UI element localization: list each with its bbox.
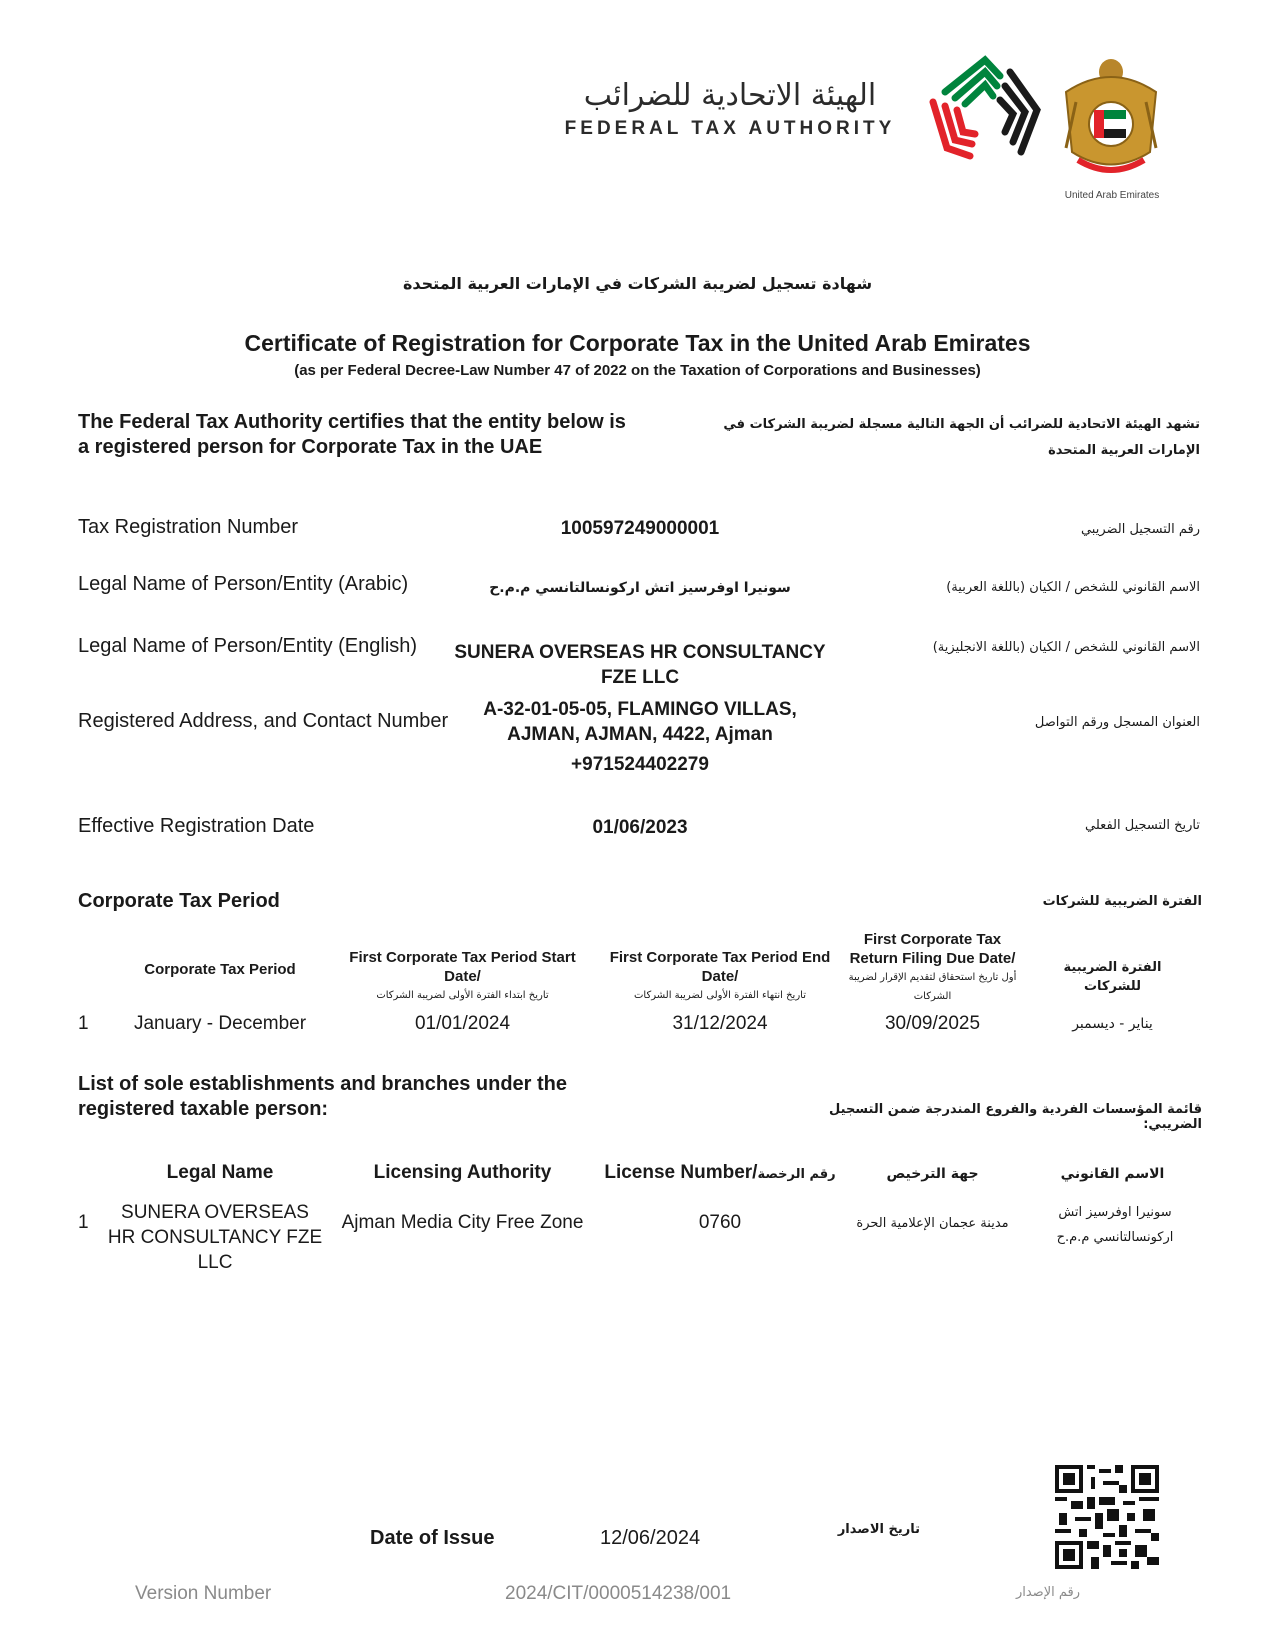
period-row-period: January - December bbox=[133, 1013, 307, 1034]
th-due-date bbox=[840, 930, 1025, 1006]
period-row-period-ar: يناير - ديسمبر bbox=[1072, 1016, 1153, 1032]
legal-name-english-line1: SUNERA OVERSEAS HR CONSULTANCY bbox=[454, 642, 826, 663]
legal-name-arabic-label: Legal Name of Person/Entity (Arabic) bbox=[78, 573, 409, 595]
th-end-date-ar: تاريخ انتهاء الفترة الأولى لضريبة الشركات bbox=[634, 990, 806, 1001]
effective-date-label-ar: تاريخ التسجيل الفعلي bbox=[1085, 818, 1200, 833]
address-label: Registered Address, and Contact Number bbox=[78, 710, 449, 732]
legal-name-arabic-value: سونيرا اوفرسيز اتش اركونسالتانسي م.م.ح bbox=[489, 580, 791, 596]
branch-row-license: 0760 bbox=[698, 1212, 742, 1233]
tax-period-section-title-ar: الفترة الضريبية للشركات bbox=[1042, 894, 1202, 909]
legal-name-english-label-ar: الاسم القانوني للشخص / الكيان (باللغة الانجليزية) bbox=[932, 640, 1200, 655]
th-license-number-ar: رقم الرخصة bbox=[757, 1167, 836, 1182]
th-license-number-en: License Number/ bbox=[604, 1162, 758, 1183]
th-licensing-authority-ar: جهة الترخيص bbox=[886, 1166, 979, 1182]
trn-label: Tax Registration Number bbox=[78, 516, 299, 538]
certifies-statement-english: The Federal Tax Authority certifies that the entity below is a registered person for Corporate Tax in the UAE bbox=[78, 411, 626, 458]
version-number-value: 2024/CIT/0000514238/001 bbox=[505, 1583, 732, 1604]
th-start-date bbox=[340, 948, 585, 1005]
fta-name-english: FEDERAL TAX AUTHORITY bbox=[564, 118, 896, 139]
th-due-date-en: First Corporate Tax Return Filing Due Date/ bbox=[849, 931, 1016, 967]
certificate-title-arabic: شهادة تسجيل لضريبة الشركات في الإمارات العربية المتحدة bbox=[402, 274, 873, 293]
legal-name-arabic-label-ar: الاسم القانوني للشخص / الكيان (باللغة العربية) bbox=[946, 580, 1200, 595]
th-legal-name-ar: الاسم القانوني bbox=[1060, 1166, 1165, 1182]
trn-value: 100597249000001 bbox=[560, 518, 720, 539]
branch-row-legal-name-ar: سونيرا اوفرسيز اتش اركونسالتانسي م.م.ح bbox=[1056, 1205, 1174, 1245]
th-end-date-en: First Corporate Tax Period End Date/ bbox=[609, 949, 831, 985]
th-legal-name: Legal Name bbox=[166, 1162, 274, 1183]
certificate-title: Certificate of Registration for Corporate Tax in the United Arab Emirates bbox=[244, 330, 1031, 356]
address-label-ar: العنوان المسجل ورقم التواصل bbox=[1034, 715, 1200, 730]
branch-row-authority-ar: مدينة عجمان الإعلامية الحرة bbox=[856, 1216, 1009, 1231]
effective-date-value: 01/06/2023 bbox=[592, 817, 688, 838]
th-tax-period: Corporate Tax Period bbox=[144, 961, 296, 978]
th-start-date-en: First Corporate Tax Period Start Date/ bbox=[349, 949, 576, 985]
version-number-label: Version Number bbox=[135, 1583, 272, 1604]
branch-row-legal-name: SUNERA OVERSEAS HR CONSULTANCY FZE LLC bbox=[107, 1202, 323, 1273]
th-tax-period-ar: الفترة الضريبية للشركات bbox=[1063, 960, 1162, 994]
th-start-date-ar: تاريخ ابتداء الفترة الأولى لضريبة الشركات bbox=[376, 990, 549, 1001]
certifies-statement-arabic: تشهد الهيئة الاتحادية للضرائب أن الجهة التالية مسجلة لضريبة الشركات في الإمارات العربية المتحدة bbox=[723, 417, 1200, 458]
branch-row-authority: Ajman Media City Free Zone bbox=[341, 1212, 584, 1233]
th-license-number bbox=[600, 1162, 840, 1184]
branches-section-title: List of sole establishments and branches under the registered taxable person: bbox=[78, 1073, 567, 1120]
trn-label-arabic: رقم التسجيل الضريبي bbox=[1080, 522, 1200, 537]
date-of-issue-label: Date of Issue bbox=[370, 1527, 495, 1549]
effective-date-label: Effective Registration Date bbox=[78, 815, 315, 837]
uae-emblem-icon bbox=[1058, 52, 1164, 188]
th-end-date bbox=[600, 948, 840, 1005]
branch-row-index: 1 bbox=[78, 1212, 89, 1233]
th-licensing-authority: Licensing Authority bbox=[373, 1162, 552, 1183]
date-of-issue-value: 12/06/2024 bbox=[600, 1527, 701, 1549]
branches-section-title-ar: قائمة المؤسسات الفردية والفروع المندرجة ضمن التسجيل الضريبي: bbox=[829, 1102, 1202, 1132]
legal-name-english-label: Legal Name of Person/Entity (English) bbox=[78, 635, 418, 657]
th-due-date-ar: أول تاريخ استحقاق لتقديم الإقرار لضريبة الشركات bbox=[848, 972, 1017, 1002]
period-row-end: 31/12/2024 bbox=[672, 1013, 768, 1034]
certificate-subtitle: (as per Federal Decree-Law Number 47 of 2022 on the Taxation of Corporations and Businesses) bbox=[294, 362, 981, 379]
contact-number: +971524402279 bbox=[571, 754, 709, 775]
address-line1: A-32-01-05-05, FLAMINGO VILLAS, bbox=[483, 699, 797, 720]
tax-period-section-title: Corporate Tax Period bbox=[78, 890, 280, 912]
period-row-index: 1 bbox=[78, 1013, 89, 1034]
fta-name-arabic: الهيئة الاتحادية للضرائب bbox=[583, 78, 877, 113]
date-of-issue-label-ar: تاريخ الاصدار bbox=[837, 1522, 920, 1537]
legal-name-english-line2: FZE LLC bbox=[600, 667, 680, 688]
qr-code-icon bbox=[1055, 1465, 1159, 1569]
period-row-start: 01/01/2024 bbox=[414, 1013, 511, 1034]
fta-logo-icon bbox=[925, 52, 1045, 167]
uae-caption: United Arab Emirates bbox=[1064, 190, 1160, 201]
period-row-due: 30/09/2025 bbox=[884, 1013, 981, 1034]
address-line2: AJMAN, AJMAN, 4422, Ajman bbox=[507, 724, 773, 745]
version-number-label-ar: رقم الإصدار bbox=[1015, 1585, 1080, 1600]
